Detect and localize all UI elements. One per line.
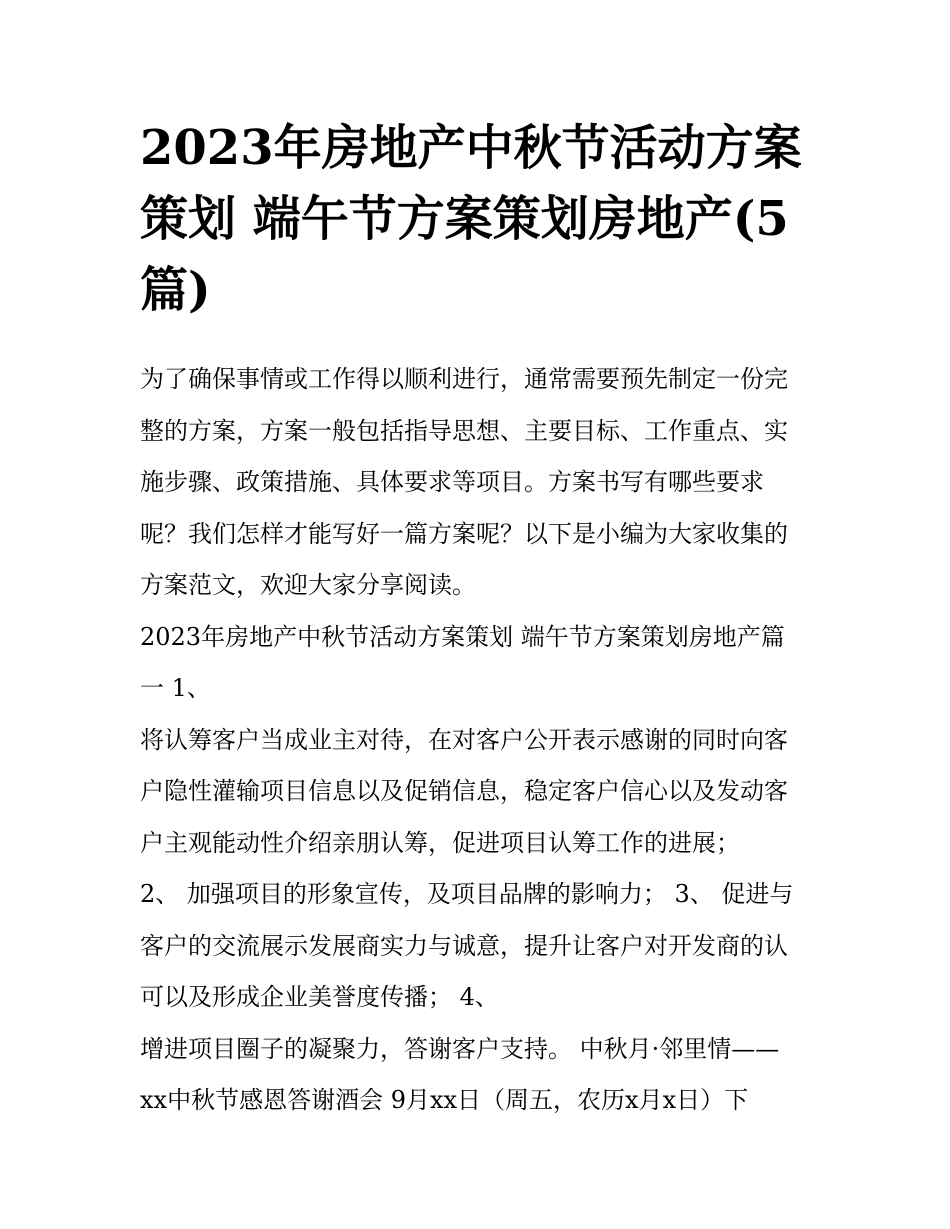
body-line: 增进项目圈子的凝聚力，答谢客户支持。 中秋月·邻里情—— <box>140 1034 780 1063</box>
body-line: 整的方案，方案一般包括指导思想、主要目标、工作重点、实 <box>140 416 788 445</box>
body-line: 为了确保事情或工作得以顺利进行，通常需要预先制定一份完 <box>140 365 788 393</box>
body-line: 方案范文，欢迎大家分享阅读。 <box>140 571 476 599</box>
body-line: 客户的交流展示发展商实力与诚意，提升让客户对开发商的认 <box>140 931 788 960</box>
title-line-3: 篇) <box>140 262 211 318</box>
section-heading-line: 2023年房地产中秋节活动方案策划 端午节方案策划房地产篇 <box>140 622 785 651</box>
body-line: 将认筹客户当成业主对待，在对客户公开表示感谢的同时向客 <box>140 725 788 754</box>
title-line-2: 策划 端午节方案策划房地产(5 <box>140 191 789 247</box>
section-heading-line: 一 1、 <box>140 674 211 702</box>
document-body <box>140 354 820 1127</box>
body-line: 呢？我们怎样才能写好一篇方案呢？以下是小编为大家收集的 <box>140 519 788 548</box>
body-line: 户隐性灌输项目信息以及促销信息，稳定客户信心以及发动客 <box>140 777 788 805</box>
body-line: 户主观能动性介绍亲朋认筹，促进项目认筹工作的进展； <box>140 828 740 857</box>
body-line: 施步骤、政策措施、具体要求等项目。方案书写有哪些要求 <box>140 468 764 496</box>
body-line: 可以及形成企业美誉度传播； 4、 <box>140 983 499 1011</box>
document-title <box>140 118 812 320</box>
title-line-1: 2023年房地产中秋节活动方案 <box>140 120 802 176</box>
body-line: 2、 加强项目的形象宣传，及项目品牌的影响力； 3、 促进与 <box>140 880 794 908</box>
body-line: xx中秋节感恩答谢酒会 9月xx日（周五，农历x月x日）下 <box>140 1086 749 1114</box>
